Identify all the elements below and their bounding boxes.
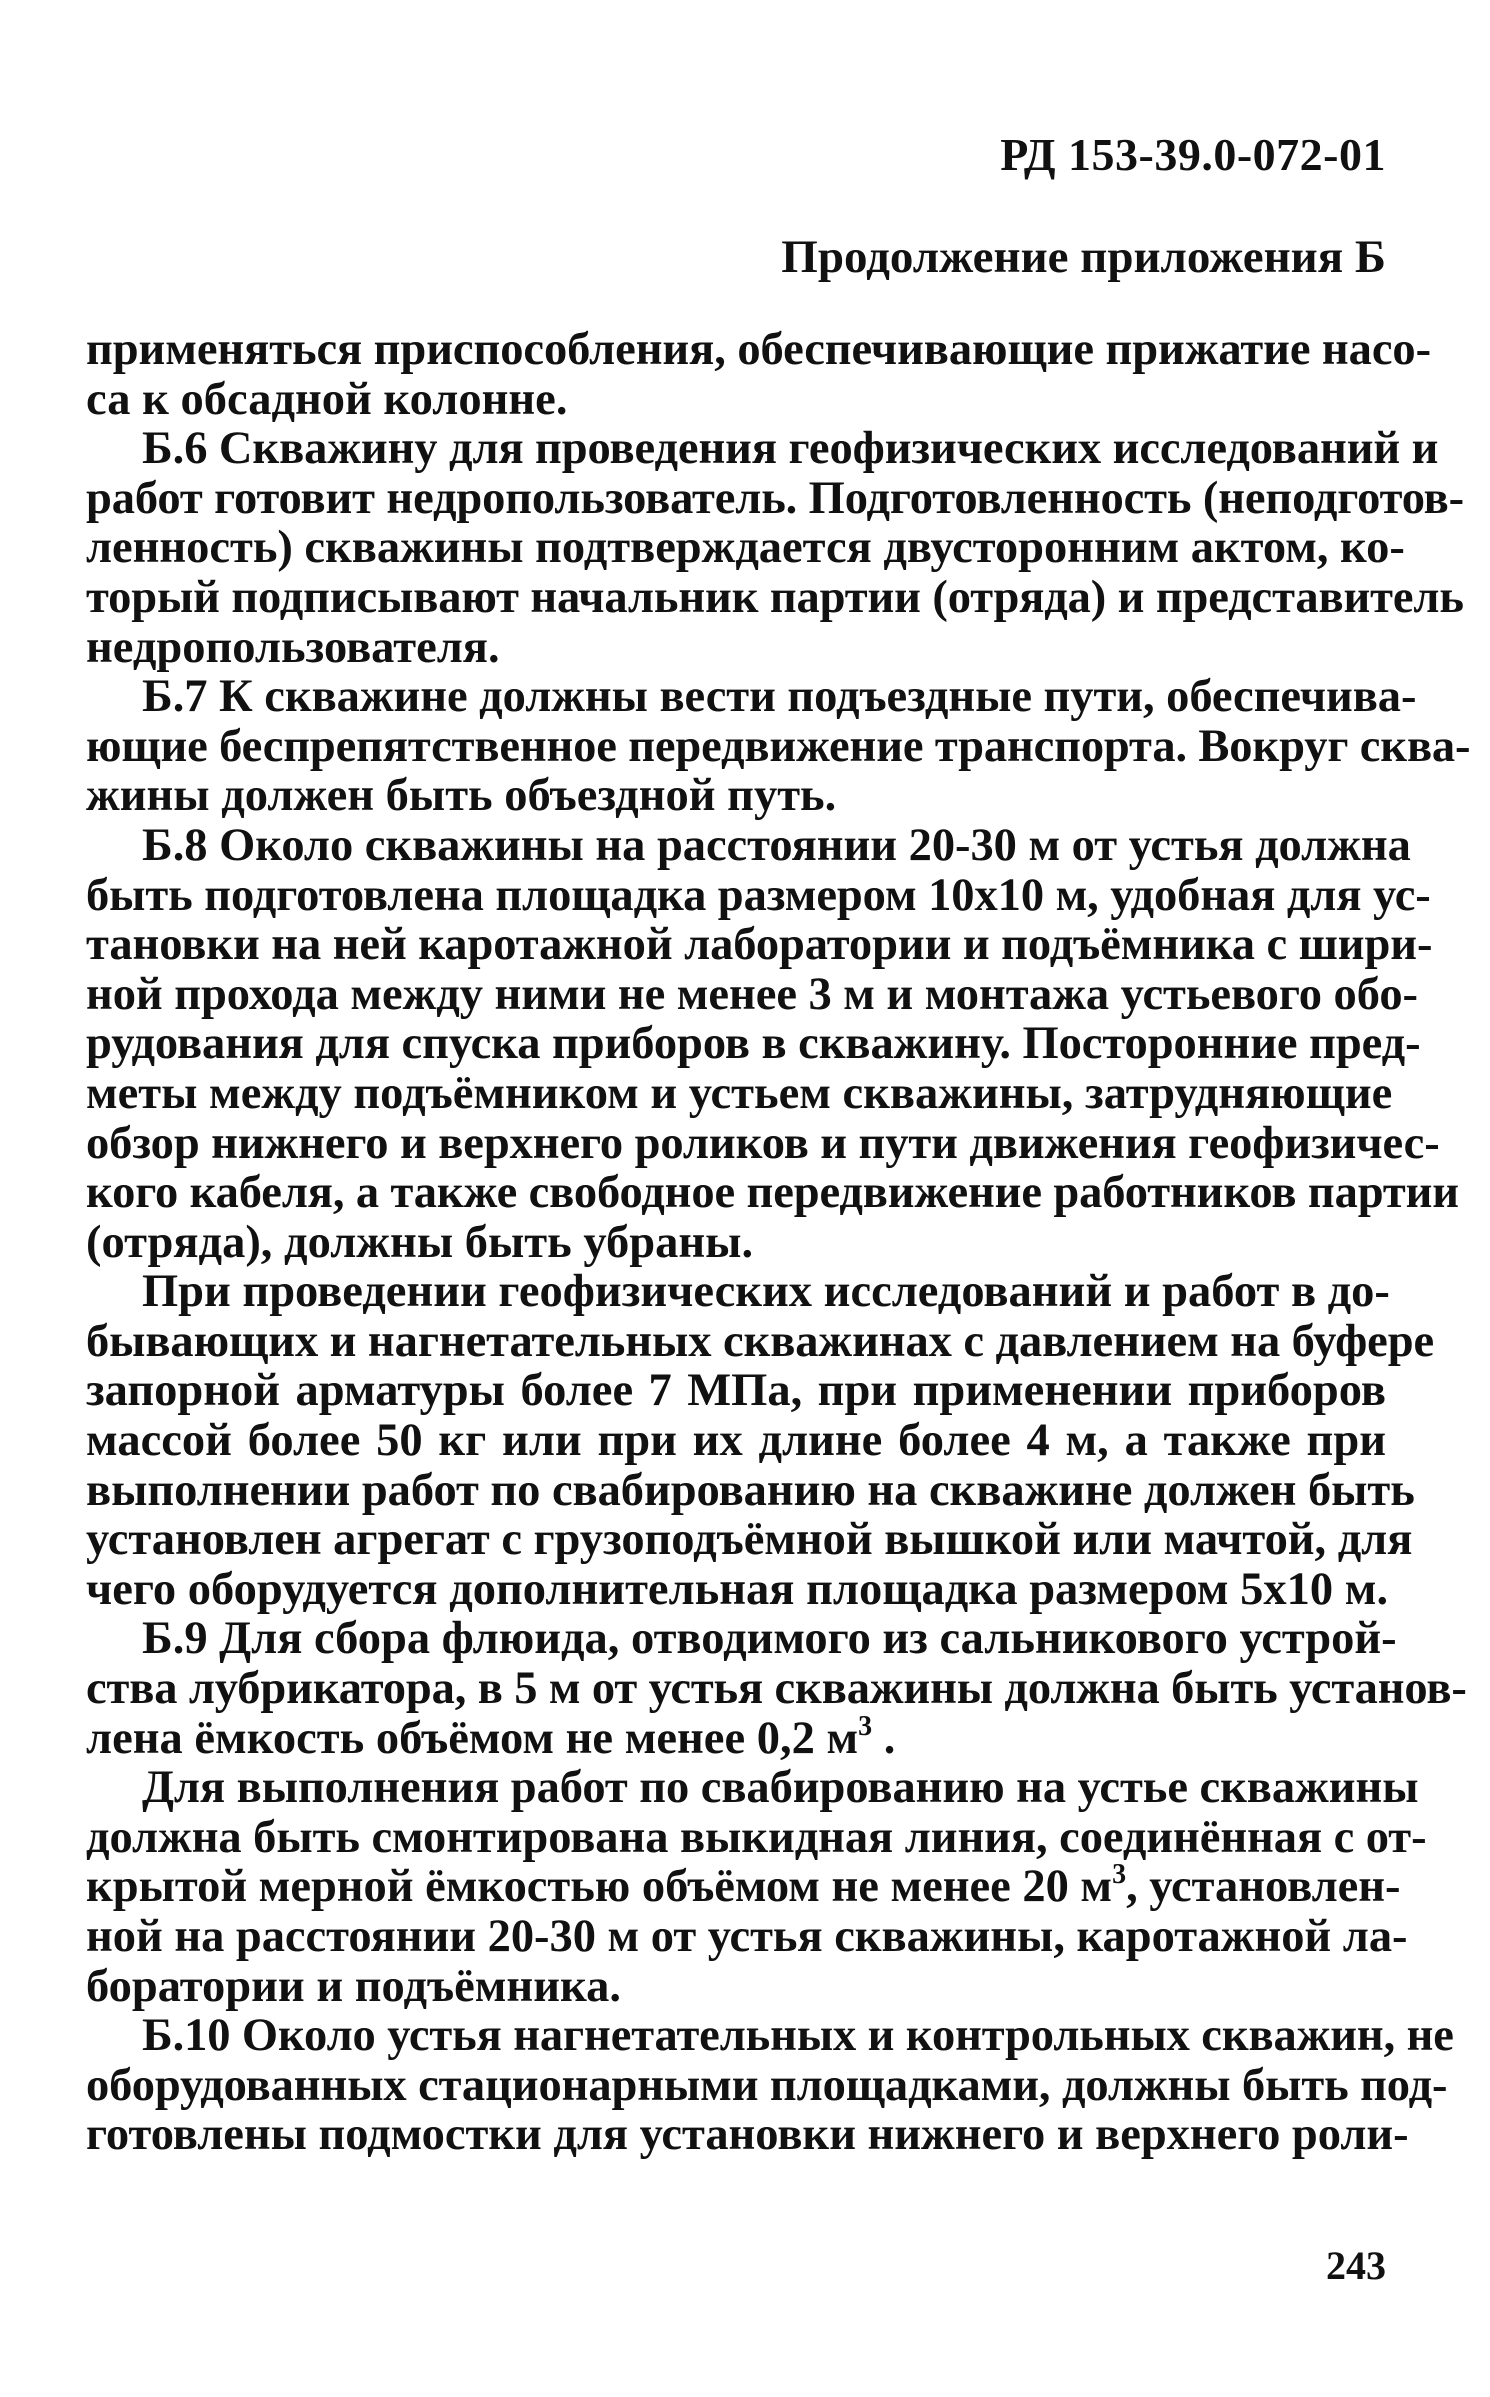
text-line-content: оборудованных стационарными площадками, должны быть под- [86,2059,1448,2111]
text-line-content: са к обсадной колонне. [86,373,568,425]
text-line-content: (отряда), должны быть убраны. [86,1216,754,1268]
text-line [86,720,1471,772]
text-line-content: установлен агрегат с грузоподъёмной вышкой или мачтой, для [86,1514,1413,1566]
superscript: 3 [858,1710,873,1742]
text-line-content: Б.8 Около скважины на расстоянии 20-30 м от устья должна [142,819,1411,871]
text-line-content: запорной арматуры более 7 МПа, при применении приборов [86,1365,1386,1417]
text-line [86,324,1431,375]
text-line [86,671,1417,723]
text-line-content: боратории и подъёмника. [86,1960,621,2012]
text-line [86,1416,1386,1466]
text-line [86,1859,1401,1913]
text-line [86,1464,1415,1516]
text-line [86,919,1433,971]
text-line [86,1117,1440,1169]
text-line [86,375,1386,425]
appendix-continuation-heading: Продолжение приложения Б [781,231,1386,283]
text-line-content: ленность) скважины подтверждается двусторонним актом, ко- [86,522,1405,574]
text-line-content: недропользователя. [86,621,500,673]
text-line-content: чего оборудуется дополнительная площадка размером 5х10 м. [86,1563,1389,1615]
text-line-content: рудования для спуска приборов в скважину. Посторонние пред- [86,1018,1421,1070]
text-line [86,1315,1435,1367]
text-line-content: быть подготовлена площадка размером 10х10 м, удобная для ус- [86,869,1431,921]
text-line-content: торый подписывают начальник партии (отряда) и представитель [86,571,1464,623]
text-line [86,1366,1386,1416]
text-line [86,1911,1408,1962]
text-line-content: Б.7 К скважине должны вести подъездные пути, обеспечива- [142,671,1417,723]
text-line-content: Для выполнения работ по свабированию на устье скважины [142,1762,1419,1814]
text-line-content: При проведении геофизических исследований и работ в до- [142,1266,1390,1318]
text-line [86,869,1431,921]
text-line [86,2109,1409,2161]
text-line [86,1563,1389,1615]
text-line-content: массой более 50 кг или при их длине более 4 м, а также при [86,1415,1386,1467]
text-line-content: Б.9 Для сбора флюида, отводимого из сальникового устрой- [142,1613,1397,1665]
text-line [86,1514,1413,1566]
text-line [86,623,1386,673]
text-line [86,1962,1386,2012]
text-line-content: ства лубрикатора, в 5 м от устья скважины должна быть установ- [86,1663,1467,1715]
text-line [86,1613,1397,1665]
text-line [86,2059,1448,2111]
text-line-content: крытой мерной ёмкостью объёмом не менее 20 м [86,1861,1113,1913]
text-line-content: должна быть смонтирована выкидная линия, соединённая с от- [86,1811,1427,1863]
text-line-content: выполнении работ по свабированию на скважине должен быть [86,1464,1415,1516]
text-line [86,571,1464,623]
text-line-tail: . [872,1712,896,1764]
text-line-content: ной на расстоянии 20-30 м от устья скважины, каротажной ла- [86,1911,1408,1962]
text-line-content: применяться приспособления, обеспечивающие прижатие насо- [86,324,1431,375]
text-line [86,968,1418,1020]
text-line [86,1663,1467,1715]
text-line-tail: , установлен- [1126,1861,1401,1913]
text-line-content: тановки на ней каротажной лаборатории и подъёмника с шири- [86,919,1433,971]
text-line [86,1167,1459,1219]
text-line-content: ной прохода между ними не менее 3 м и монтажа устьевого обо- [86,968,1418,1020]
text-line-content: ющие беспрепятственное передвижение транспорта. Вокруг сква- [86,720,1471,772]
text-line [86,1811,1427,1863]
page-number: 243 [1326,2243,1386,2288]
text-line [86,819,1411,871]
body-text [86,324,1471,2161]
text-line [86,1067,1393,1119]
text-line-content: готовлены подмостки для установки нижнего и верхнего роли- [86,2109,1409,2161]
text-line-content: меты между подъёмником и устьем скважины, затрудняющие [86,1067,1393,1119]
text-line [86,423,1439,475]
text-line [86,1218,1386,1268]
text-line [86,472,1465,524]
text-line-content: бывающих и нагнетательных скважинах с давлением на буфере [86,1315,1435,1367]
document-code: РД 153-39.0-072-01 [1000,129,1386,180]
text-line-content: работ готовит недропользователь. Подготовленность (неподготов- [86,472,1465,524]
text-line-content: лена ёмкость объёмом не менее 0,2 м [86,1712,859,1764]
text-line-content: Б.10 Около устья нагнетательных и контрольных скважин, не [142,2010,1454,2062]
text-line-content: жины должен быть объездной путь. [86,770,837,822]
text-line [86,1710,1386,1764]
text-line-content: обзор нижнего и верхнего роликов и пути движения геофизичес- [86,1117,1440,1169]
text-line [86,771,1386,821]
text-line [86,2010,1454,2062]
superscript: 3 [1112,1859,1127,1891]
text-line [86,522,1405,574]
text-line [86,1018,1421,1070]
text-line-content: Б.6 Скважину для проведения геофизических исследований и [142,423,1439,475]
text-line [86,1762,1419,1814]
text-line [86,1266,1390,1318]
text-line-content: кого кабеля, а также свободное передвижение работников партии [86,1167,1459,1219]
